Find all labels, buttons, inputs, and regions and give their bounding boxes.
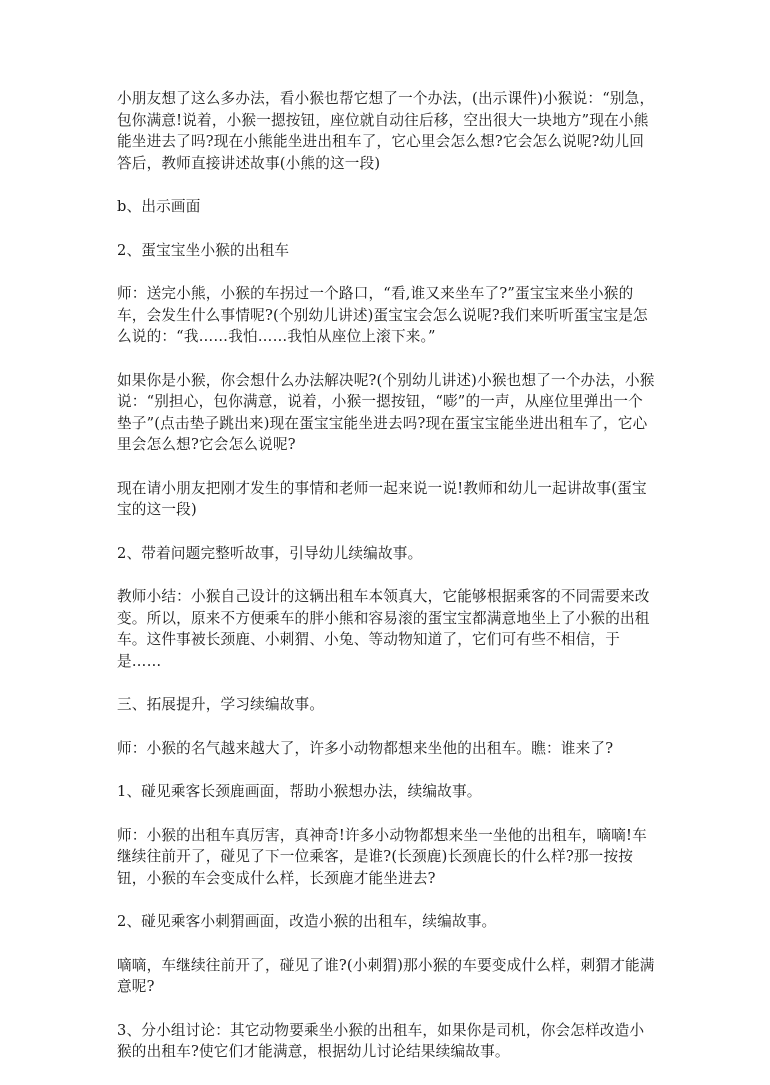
heading-listen-full-story: 2、带着问题完整听故事，引导幼儿续编故事。 [117,544,423,562]
paragraph-who-comes: 师：小猴的名气越来越大了，许多小动物都想来坐他的出租车。瞧：谁来了? [117,739,614,757]
paragraph-cushion-solution: 如果你是小猴，你会想什么办法解决呢?(个别幼儿讲述)小猴也想了一个办法，小猴说：“别担心，包你满意，说着，小猴一摁按钮，“嘭”的一声，从座位里弹出一个垫子”(点击垫子跳出来)现在蛋宝宝能坐进去吗?现在蛋宝宝能坐进出租车了，它心里会怎么想?它会怎么说呢? [117,371,655,453]
heading-egg-baby: 2、蛋宝宝坐小猴的出租车 [117,241,290,259]
heading-hedgehog: 2、碰见乘客小刺猬画面，改造小猴的出租车，续编故事。 [117,913,497,930]
paragraph-xiaoxiong-story: 小朋友想了这么多办法，看小猴也帮它想了一个办法，(出示课件)小猴说：“别急，包你满意!说着，小猴一摁按钮，座位就自动往后移，空出很大一块地方”现在小熊能坐进去了吗?现在小熊能坐进出租车了，它心里会怎么想?它会怎么说呢?幼儿回答后，教师直接讲述故事(小熊的这一段) [117,90,655,172]
paragraph-hedgehog-question: 嘀嘀，车继续往前开了，碰见了谁?(小刺猬)那小猴的车要变成什么样，刺猬才能满意呢? [117,956,655,995]
paragraph-giraffe-question: 师：小猴的出租车真厉害，真神奇!许多小动物都想来坐一坐他的出租车，嘀嘀!车继续往前开了，碰见了下一位乘客，是谁?(长颈鹿)长颈鹿长的什么样?那一按按钮，小猴的车会变成什么样，长颈鹿才能坐进去? [117,826,647,887]
heading-giraffe: 1、碰见乘客长颈鹿画面，帮助小猴想办法，续编故事。 [117,783,482,800]
paragraph-retell-together: 现在请小朋友把刚才发生的事情和老师一起来说一说!教师和幼儿一起讲故事(蛋宝宝的这一段) [117,479,647,518]
paragraph-group-discussion: 3、分小组讨论：其它动物要乘坐小猴的出租车，如果你是司机，你会怎样改造小猴的出租车?使它们才能满意，根据幼儿讨论结果续编故事。 [117,1021,645,1060]
paragraph-egg-baby-arrives: 师：送完小熊，小猴的车拐过一个路口，“看,谁又来坐车了?”蛋宝宝来坐小猴的车，会发生什么事情呢?(个别幼儿讲述)蛋宝宝会怎么说呢?我们来听听蛋宝宝是怎么说的：“我……我怕……我怕从座位上滚下来。” [117,285,648,345]
paragraph-show-picture: b、出示画面 [117,198,201,215]
heading-extension: 三、拓展提升，学习续编故事。 [117,696,325,713]
document-body [117,88,657,1085]
paragraph-teacher-summary: 教师小结：小猴自己设计的这辆出租车本领真大，它能够根据乘客的不同需要来改变。所以，原来不方便乘车的胖小熊和容易滚的蛋宝宝都满意地坐上了小猴的出租车。这件事被长颈鹿、小刺猬、小兔、等动物知道了，它们可有些不相信，于是…… [117,588,650,670]
